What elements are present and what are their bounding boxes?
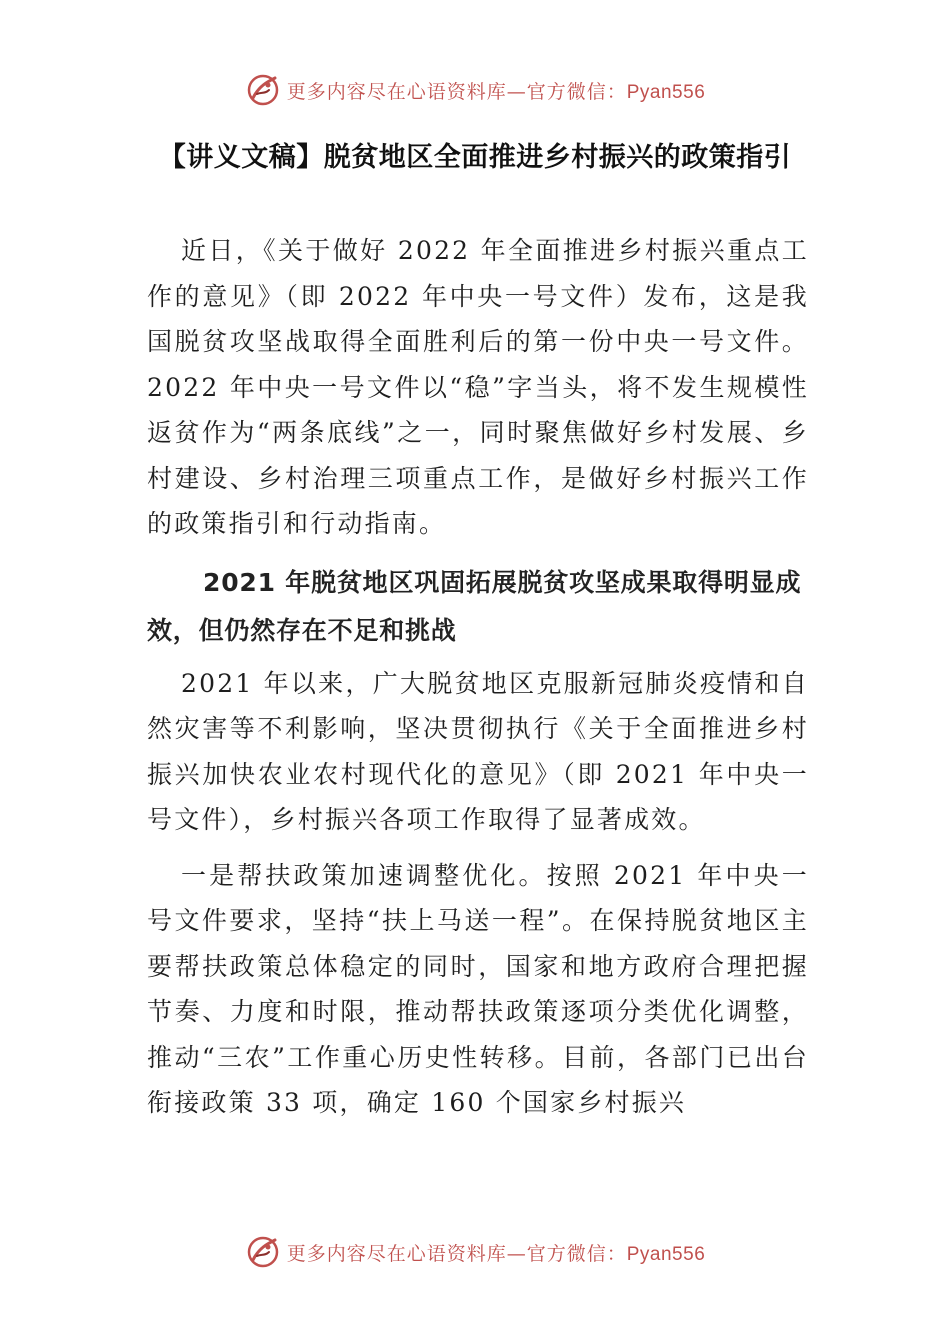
wechat-id: Pyan556 [626, 1243, 706, 1265]
wechat-id: Pyan556 [626, 81, 706, 103]
intro-paragraph: 近日，《关于做好 2022 年全面推进乡村振兴重点工作的意见》（即 2022 年中央一号文件）发布，这是我国脱贫攻坚战取得全面胜利后的第一份中央一号文件。2022 年中央一号文件以“稳”字当头，将不发生规模性返贫作为“两条底线”之一，同时聚焦做好乡村发展、乡村建设、乡村治理三项重点工作，是做好乡村振兴工作的政策指引和行动指南。 [147, 236, 809, 538]
document-body [147, 228, 809, 1126]
watermark-text: 更多内容尽在心语资料库—官方微信：Pyan556 [286, 80, 706, 103]
section-heading: 2021 年脱贫地区巩固拓展脱贫攻坚成果取得明显成效，但仍然存在不足和挑战 [147, 567, 802, 645]
document-title: 【讲义文稿】脱贫地区全面推进乡村振兴的政策指引 [158, 142, 792, 173]
body-paragraph: 2021 年以来，广大脱贫地区克服新冠肺炎疫情和自然灾害等不利影响，坚决贯彻执行《关于全面推进乡村振兴加快农业农村现代化的意见》（即 2021 年中央一号文件），乡村振兴各项工作取得了显著成效。 [147, 668, 809, 834]
footer-watermark [0, 1234, 950, 1270]
brand-logo-icon [245, 72, 281, 108]
watermark-text: 更多内容尽在心语资料库—官方微信：Pyan556 [286, 1242, 706, 1265]
body-paragraph: 一是帮扶政策加速调整优化。按照 2021 年中央一号文件要求，坚持“扶上马送一程”。在保持脱贫地区主要帮扶政策总体稳定的同时，国家和地方政府合理把握节奏、力度和时限，推动帮扶政策逐项分类优化调整，推动“三农”工作重心历史性转移。目前，各部门已出台衔接政策 33 项，确定 160 个国家乡村振兴 [147, 860, 809, 1117]
header-watermark [0, 72, 950, 108]
brand-logo-icon [245, 1234, 281, 1270]
